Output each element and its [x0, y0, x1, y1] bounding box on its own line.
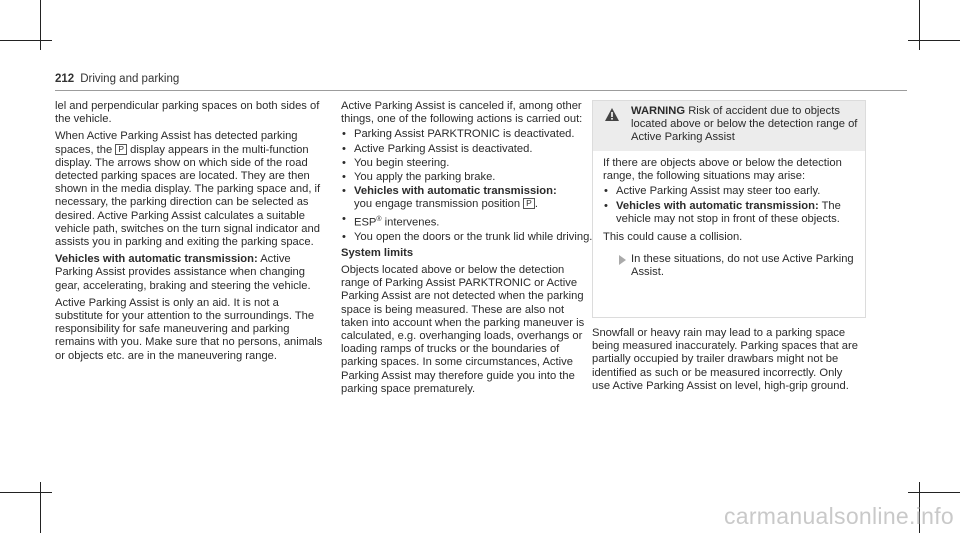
list-item: • You apply the parking brake. [341, 171, 593, 184]
lead-in: Vehicles with automatic transmission: [55, 253, 258, 266]
crop-mark [0, 40, 52, 41]
parking-assist-display-icon: P [115, 144, 127, 155]
warning-label: WARNING [631, 105, 686, 117]
paragraph: Active Parking Assist is canceled if, among other things, one of the following actions is carried out: [341, 100, 583, 126]
paragraph [55, 253, 325, 293]
paragraph: If there are objects above or below the detection range, the following situations may arise: [603, 157, 842, 183]
action-arrow-icon [619, 255, 626, 265]
registered-mark: ® [376, 215, 382, 223]
paragraph-text: display appears in the multi-function display. The arrows show on which side of the road detected parking spaces are located. They are then shown in the media display. The parking space and, if necessary, the parking direction can be selected as desired. Active Parking Assist calculates a suitable vehicle path, switches on the turn signal indicator and assists you in parking and exiting the parking space. [55, 143, 321, 249]
warning-header [593, 101, 865, 151]
page-header [55, 73, 179, 85]
crop-mark [40, 0, 41, 50]
gear-p-icon: P [523, 198, 535, 209]
lead-in: Vehicles with automatic transmission: [616, 199, 819, 212]
paragraph: This could cause a collision. [603, 231, 743, 244]
paragraph-text: When Active Parking Assist has detected parking spaces, the [55, 130, 298, 156]
paragraph-text: Active Parking Assist provides assistance when changing gear, accelerating, braking and steering the vehicle. [55, 253, 311, 292]
crop-mark [919, 0, 920, 50]
action-text: In these situations, do not use Active Parking Assist. [631, 253, 854, 279]
warning-title-text: Risk of accident due to objects located above or below the detection range of Active Parking Assist [631, 105, 858, 144]
lead-in: Vehicles with automatic transmission: [354, 185, 557, 198]
header-rule [55, 90, 907, 91]
warning-list [603, 185, 855, 226]
list-item [341, 213, 593, 230]
list-item: • Active Parking Assist may steer too early. [603, 185, 855, 198]
section-title: Driving and parking [80, 73, 180, 85]
list-text: you engage transmission position [354, 198, 521, 211]
text-column-3 [592, 327, 860, 397]
section-heading: System limits [341, 246, 414, 259]
list-item: • Parking Assist PARKTRONIC is deactivated. [341, 128, 593, 141]
paragraph: lel and perpendicular parking spaces on both sides of the vehicle. [55, 100, 320, 126]
list-text: intervenes. [384, 216, 440, 229]
paragraph [55, 130, 325, 249]
list-item: • You open the doors or the trunk lid while driving. [341, 231, 593, 244]
list-item: • You begin steering. [341, 157, 593, 170]
esp-label: ESP [354, 216, 377, 229]
text-column-1 [55, 100, 325, 367]
crop-mark [908, 492, 960, 493]
warning-triangle-icon [605, 108, 619, 121]
paragraph: Snowfall or heavy rain may lead to a parking space being measured inaccurately. Parking spaces that are partially occupied by trailer drawbars might not be identified as such or be measured incorrectly. Only use Active Parking Assist on level, high-grip ground. [592, 327, 858, 392]
crop-mark [40, 482, 41, 533]
list-item [603, 200, 855, 226]
warning-box [592, 100, 866, 318]
cancel-conditions-list [341, 128, 593, 243]
crop-mark [0, 492, 52, 493]
page-number: 212 [55, 73, 75, 85]
crop-mark [908, 40, 960, 41]
paragraph: Active Parking Assist is only an aid. It is not a substitute for your attention to the surroundings. The responsibility for safe maneuvering and parking remains with you. Make sure that no persons, animals or objects etc. are in the maneuvering range. [55, 296, 323, 362]
list-text: The vehicle may not stop in front of these objects. [616, 199, 841, 225]
text-column-2 [341, 100, 593, 400]
action-step [603, 253, 855, 279]
warning-body [593, 151, 865, 280]
list-item: • Vehicles with automatic transmission: you engage transmission position P . [341, 185, 593, 211]
watermark: carmanualsonline.info [723, 503, 954, 529]
paragraph: Objects located above or below the detection range of Parking Assist PARKTRONIC or Active Parking Assist are not detected when the parking space is being measured. These are also not taken into account when the parking maneuver is calculated, e.g. overhanging loads, overhangs or loading ramps of trucks or the boundaries of parking spaces. In some circumstances, Active Parking Assist may therefore guide you into the parking space prematurely. [341, 263, 585, 395]
list-item: • Active Parking Assist is deactivated. [341, 143, 593, 156]
warning-title [631, 105, 861, 145]
